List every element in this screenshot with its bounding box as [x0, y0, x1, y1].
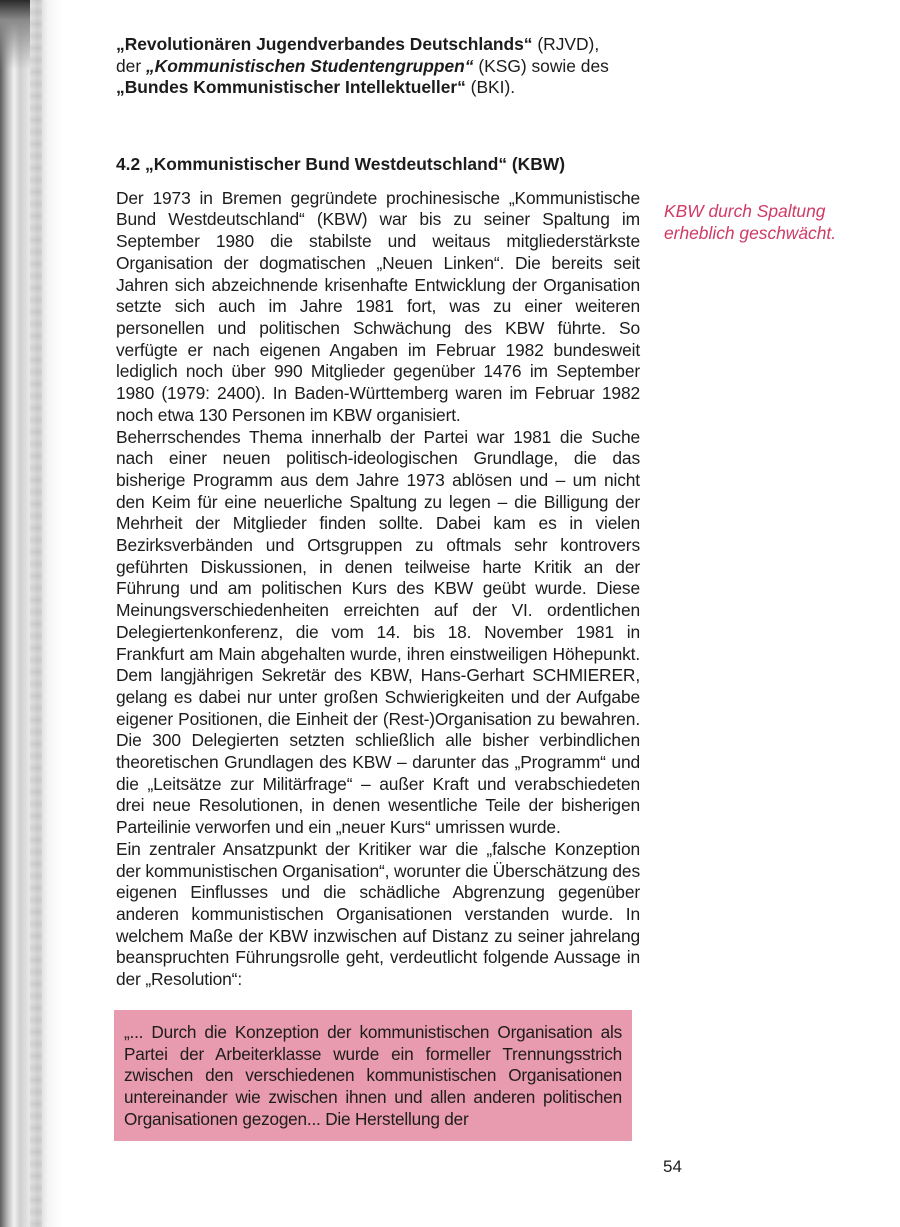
intro-org-ksg: „Kommunistischen Studentengruppen“ — [145, 55, 474, 76]
section-heading: 4.2 „Kommunistischer Bund Westdeutschland“ (KBW) — [116, 153, 565, 174]
intro-org-rjvd: „Revolutionären Jugendverbandes Deutschlands“ — [116, 34, 533, 54]
body-paragraph-3: Ein zentraler Ansatzpunkt der Kritiker war die „falsche Konzeption der kommunistischen Organisation“, worunter die Überschätzung des eigenen Einflusses und die schädliche Abgrenzung gegenüber anderen kommunistischen Organisationen verstanden wurde. In welchem Maße der KBW inzwischen auf Distanz zu seiner jahrelang beanspruchten Führungsrolle geht, verdeutlicht folgende Aussage in der „Resolution“: — [116, 838, 640, 990]
margin-note: KBW durch Spaltung erheblich geschwächt. — [664, 201, 837, 243]
intro-org-bki: „Bundes Kommunistischer Intellektueller“ — [116, 77, 466, 98]
intro-paragraph — [116, 34, 640, 99]
resolution-quote-text: „... Durch die Konzeption der kommunistischen Organisation als Partei der Arbeiterklasse wurde ein formeller Trennungsstrich zwischen den verschiedenen kommunistischen Organisationen untereinander wie zwischen ihnen und allen anderen politischen Organisationen gezogen... Die Herstellung der — [124, 1021, 622, 1129]
page-number: 54 — [663, 1157, 682, 1176]
intro-abbr-bki: (BKI). — [465, 77, 516, 98]
intro-abbr-ksg: (KSG) sowie des — [473, 55, 609, 76]
book-binding-edge — [0, 0, 62, 1227]
body-paragraph-2: Beherrschendes Thema innerhalb der Partei war 1981 die Suche nach einer neuen politisch-ideologischen Grundlage, die das bisherige Programm aus dem Jahre 1973 ablösen und – um nicht den Keim für eine neuerliche Spaltung zu legen – die Billigung der Mehrheit der Mitglieder finden sollte. Dabei kam es in vielen Bezirksverbänden und Ortsgruppen zu oftmals sehr kontrovers geführten Diskussionen, in denen teilweise harte Kritik an der Führung und am politischen Kurs des KBW geübt wurde. Diese Meinungsverschiedenheiten erreichten auf der VI. ordentlichen Delegiertenkonferenz, die vom 14. bis 18. November 1981 in Frankfurt am Main abgehalten wurde, ihren einstweiligen Höhepunkt. Dem langjährigen Sekretär des KBW, Hans-Gerhart SCHMIERER, gelang es dabei nur unter großen Schwierigkeiten und der Aufgabe eigener Positionen, die Einheit der (Rest-)Organisation zu bewahren. Die 300 Delegierten setzten schließlich alle bisher verbindlichen theoretischen Grundlagen des KBW – darunter das „Programm“ und die „Leitsätze zur Militärfrage“ – außer Kraft und verabschiedeten drei neue Resolutionen, in denen wesentliche Teile der bisherigen Parteilinie verworfen und ein „neuer Kurs“ umrissen wurde. — [116, 426, 640, 838]
scan-corner-shadow — [0, 0, 30, 70]
section-body — [116, 188, 640, 991]
resolution-quote-box — [114, 1010, 632, 1141]
binding-shadow — [30, 0, 42, 1227]
intro-abbr-rjvd: (RJVD), — [532, 34, 600, 54]
page-text-column — [116, 34, 640, 1141]
body-paragraph-1: Der 1973 in Bremen gegründete prochinesische „Kommunistische Bund Westdeutschland“ (KBW) war bis zu seiner Spaltung im September 1980 die stabilste und weitaus mitgliederstärkste Organisation der dogmatischen „Neuen Linken“. Die bereits seit Jahren sich abzeichnende krisenhafte Entwicklung der Organisation setzte sich auch im Jahre 1981 fort, was zu einer weiteren personellen und politischen Schwächung des KBW führte. So verfügte er nach eigenen Angaben im Februar 1982 bundesweit lediglich noch über 990 Mitglieder gegenüber 1476 im September 1980 (1979: 2400). In Baden-Württemberg waren im Februar 1982 noch etwa 130 Personen im KBW organisiert. — [116, 187, 640, 425]
intro-lead-ksg: der — [116, 55, 146, 76]
